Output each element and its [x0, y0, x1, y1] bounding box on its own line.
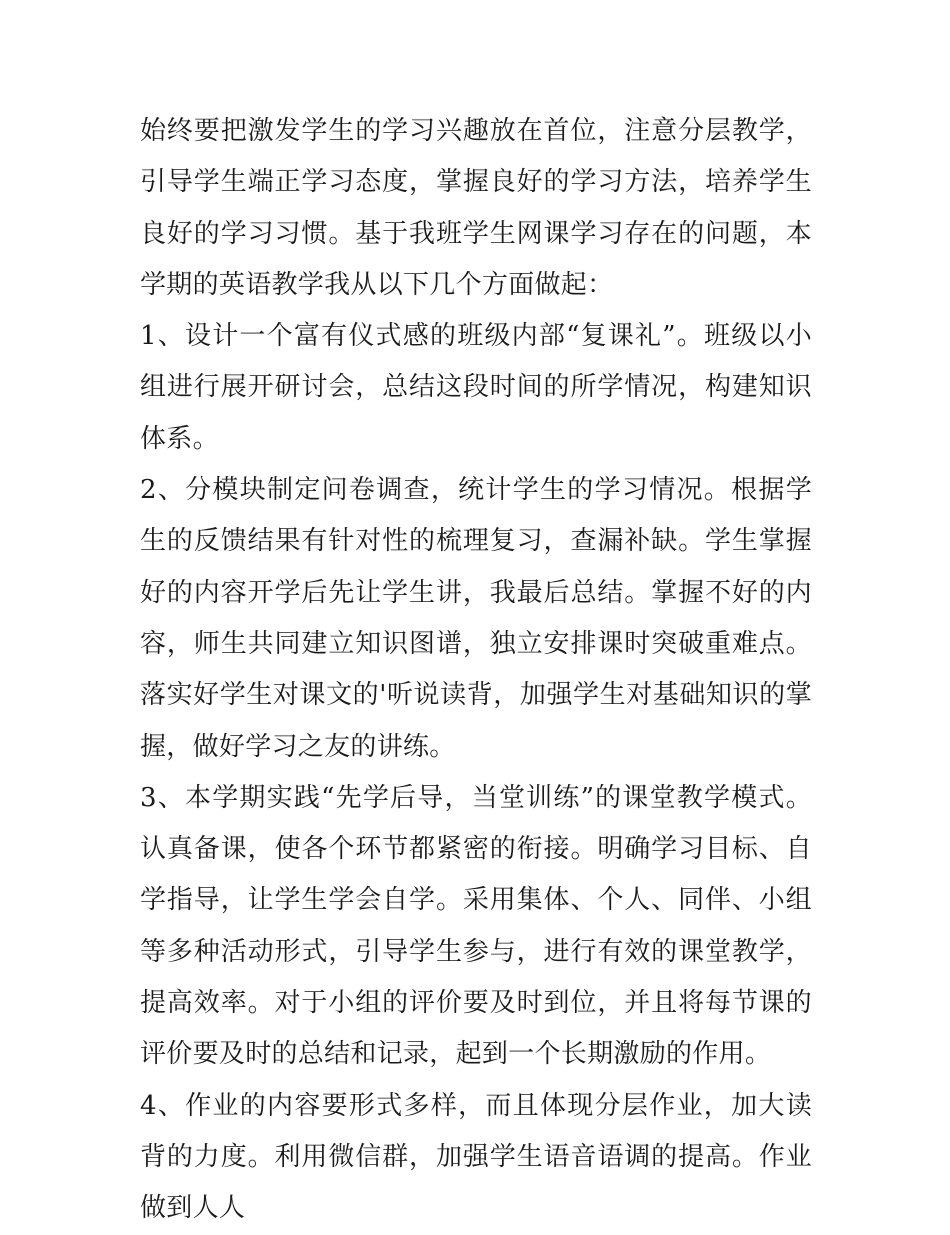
- paragraph-item-2: 2、分模块制定问卷调查，统计学生的学习情况。根据学生的反馈结果有针对性的梳理复习，查漏补缺。学生掌握好的内容开学后先让学生讲，我最后总结。掌握不好的内容，师生共同建立知识图谱，独立安排课时突破重难点。落实好学生对课文的'听说读背，加强学生对基础知识的掌握，做好学习之友的讲练。: [140, 475, 812, 762]
- paragraph-item-3: 3、本学期实践“先学后导，当堂训练”的课堂教学模式。认真备课，使各个环节都紧密的衔接。明确学习目标、自学指导，让学生学会自学。采用集体、个人、同伴、小组等多种活动形式，引导学生参与，进行有效的课堂教学，提高效率。对于小组的评价要及时到位，并且将每节课的评价要及时的总结和记录，起到一个长期激励的作用。: [140, 782, 812, 1070]
- paragraph-intro: 始终要把激发学生的学习兴趣放在首位，注意分层教学，引导学生端正学习态度，掌握良好的学习方法，培养学生良好的学习习惯。基于我班学生网课学习存在的问题，本学期的英语教学我从以下几个方面做起：: [140, 116, 812, 300]
- paragraph-item-4: 4、作业的内容要形式多样，而且体现分层作业，加大读背的力度。利用微信群，加强学生语音语调的提高。作业做到人人: [140, 1090, 812, 1224]
- paragraph-item-1: 1、设计一个富有仪式感的班级内部“复课礼”。班级以小组进行展开研讨会，总结这段时间的所学情况，构建知识体系。: [140, 321, 812, 454]
- document-body: [140, 106, 812, 1235]
